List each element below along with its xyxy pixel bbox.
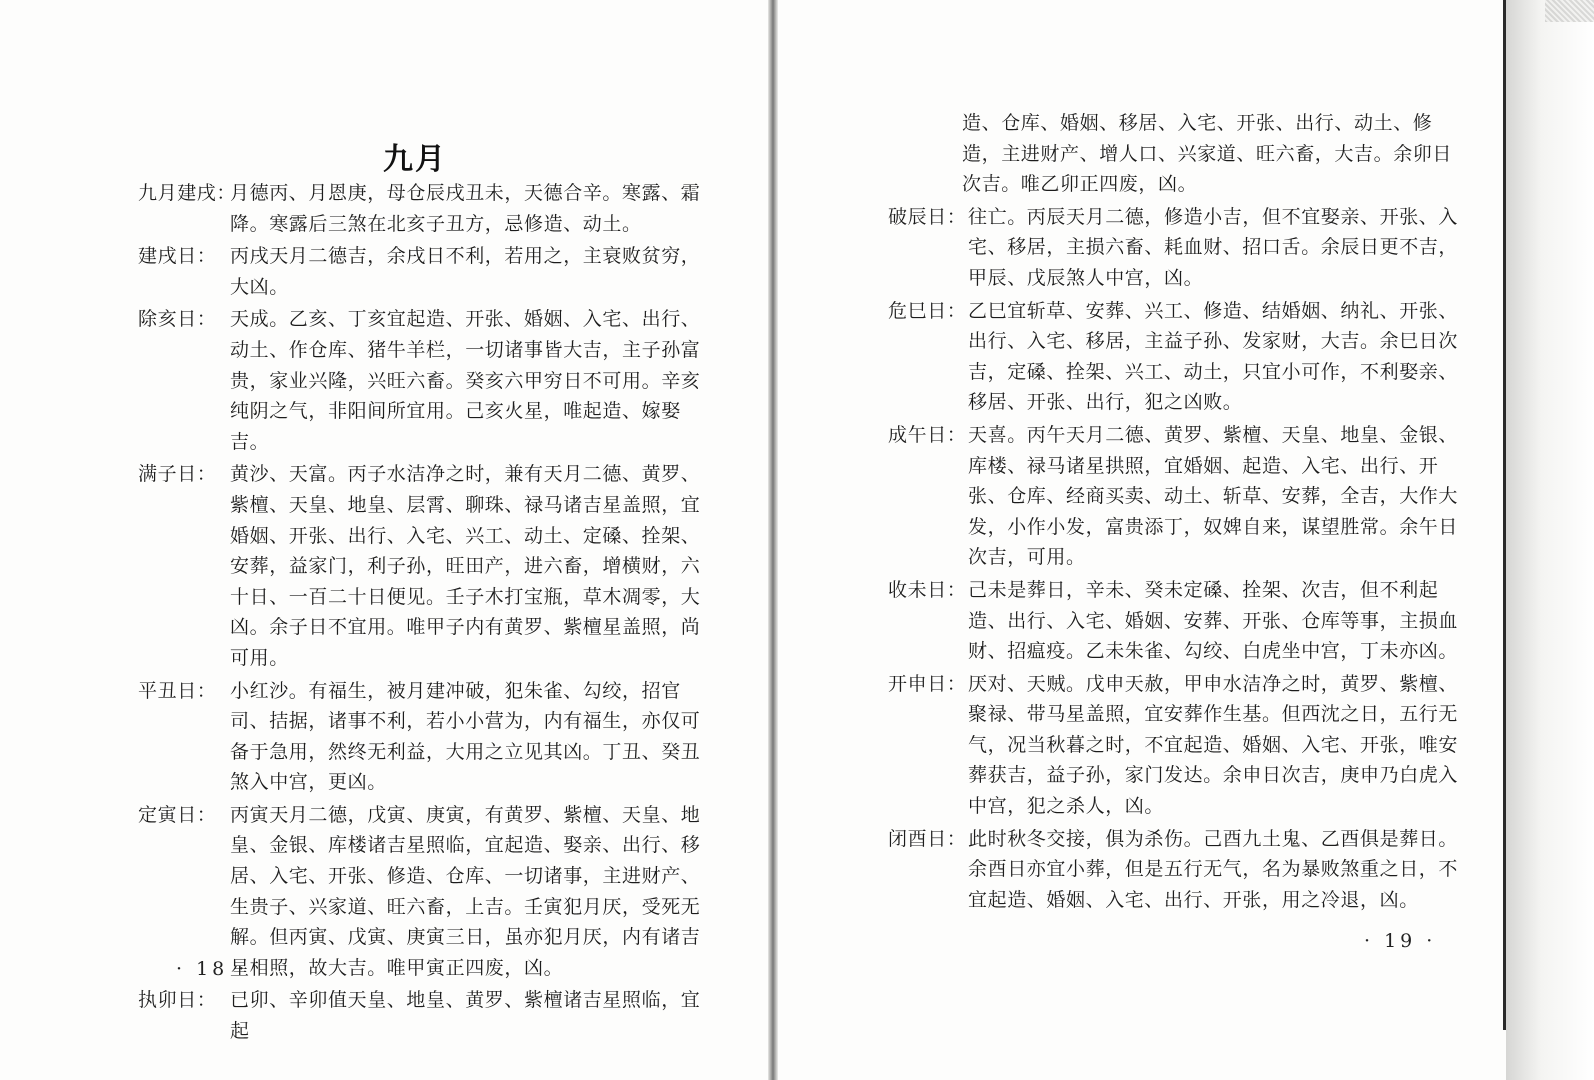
entry xyxy=(138,676,708,798)
entry xyxy=(888,669,1458,822)
entry-label: 九月建戌： xyxy=(138,182,237,204)
entry-label: 闭酉日： xyxy=(888,827,967,850)
entry-text: 天成。乙亥、丁亥宜起造、开张、婚姻、入宅、出行、动土、作仓库、猪牛羊栏，一切诸事皆大吉，主子孙富贵，家业兴隆，兴旺六畜。癸亥六甲穷日不可用。辛亥纯阴之气，非阳间所宜用。己亥火星，唯起造、嫁娶吉。 xyxy=(230,308,701,453)
entry-text: 往亡。丙辰天月二德，修造小吉，但不宜娶亲、开张、入宅、移居，主损六畜、耗血财、招口舌。余辰日更不吉，甲辰、戊辰煞人中宫，凶。 xyxy=(968,205,1459,289)
entry-label: 危巳日： xyxy=(888,299,967,322)
entry-text: 已卯、辛卯值天皇、地皇、黄罗、紫檀诸吉星照临，宜起 xyxy=(230,989,701,1043)
entry-text: 此时秋冬交接，俱为杀伤。己酉九土鬼、乙酉俱是葬日。余酉日亦宜小葬，但是五行无气，名为暴败煞重之日，不宜起造、婚姻、入宅、出行、开张，用之冷退，凶。 xyxy=(968,827,1459,911)
entry-label: 执卯日： xyxy=(138,989,217,1012)
entry xyxy=(138,304,708,457)
entry-label: 开申日： xyxy=(888,672,967,695)
entry-text: 天喜。丙午天月二德、黄罗、紫檀、天皇、地皇、金银、库楼、禄马诸星拱照，宜婚姻、起造、入宅、出行、开张、仓库、经商买卖、动土、斩草、安葬，全吉，大作大发，小作小发，富贵添丁，奴婢自来，谋望胜常。余午日次吉，可用。 xyxy=(968,423,1459,569)
scan-noise xyxy=(1545,0,1594,22)
entry xyxy=(138,800,708,984)
entry-label: 收未日： xyxy=(888,578,967,601)
entry-label: 除亥日： xyxy=(138,308,217,331)
entry-label: 满子日： xyxy=(138,463,217,486)
entry-text: 丙寅天月二德，戊寅、庚寅，有黄罗、紫檀、天皇、地皇、金银、库楼诸吉星照临，宜起造、娶亲、出行、移居、入宅、开张、修造、仓库、一切诸事，主进财产、生贵子、兴家道、旺六畜，上吉。壬寅犯月厌，受死无解。但丙寅、戊寅、庚寅三日，虽亦犯月厌，内有诸吉星相照，故大吉。唯甲寅正四废，凶。 xyxy=(230,803,701,979)
entry xyxy=(138,985,708,1046)
continued-text: 造、仓库、婚姻、移居、入宅、开张、出行、动土、修造，主进财产、增人口、兴家道、旺六畜，大吉。余卯日次吉。唯乙卯正四废，凶。 xyxy=(962,112,1453,196)
entry-label: 平丑日： xyxy=(138,679,217,702)
entry-text: 厌对、天贼。戊申天赦，甲申水洁净之时，黄罗、紫檀、聚禄、带马星盖照，宜安葬作生基。但西沈之日，五行无气，况当秋暮之时，不宜起造、婚姻、入宅、开张，唯安葬获吉，益子孙，家门发达。余申日次吉，庚申乃白虎入中宫，犯之杀人，凶。 xyxy=(968,672,1459,818)
entry-text: 乙巳宜斩草、安葬、兴工、修造、结婚姻、纳礼、开张、出行、入宅、移居，主益子孙、发家财，大吉。余巳日次吉，定磉、拴架、兴工、动土，只宜小可作，不利娶亲、移居、开张、出行，犯之凶败。 xyxy=(968,299,1459,414)
entry xyxy=(888,824,1458,916)
entry-text: 丙戌天月二德吉，余戌日不利，若用之，主衰败贫穷，大凶。 xyxy=(230,245,701,298)
scan-margin xyxy=(1506,0,1594,1080)
entry xyxy=(138,178,708,239)
entry-label: 定寅日： xyxy=(138,803,217,826)
entry-label: 建戌日： xyxy=(138,245,217,268)
entry-text: 黄沙、天富。丙子水洁净之时，兼有天月二德、黄罗、紫檀、天皇、地皇、层霄、聊珠、禄马诸吉星盖照，宜婚姻、开张、出行、入宅、兴工、动土、定磉、拴架、安葬，益家门，利子孙，旺田产，进六畜，增横财，六十日、一百二十日便见。壬子木打宝瓶，草木凋零，大凶。余子日不宜用。唯甲子内有黄罗、紫檀星盖照，尚可用。 xyxy=(230,463,701,669)
entry xyxy=(888,575,1458,667)
entry xyxy=(888,420,1458,573)
entry xyxy=(888,296,1458,418)
entry xyxy=(888,202,1458,294)
entry-text: 月德丙、月恩庚，母仓辰戌丑未，天德合辛。寒露、霜降。寒露后三煞在北亥子丑方，忌修造、动土。 xyxy=(230,182,701,235)
right-column xyxy=(888,108,1458,915)
entry xyxy=(138,459,708,673)
entry-label: 成午日： xyxy=(888,423,967,446)
entry xyxy=(138,241,708,302)
left-column xyxy=(138,176,708,1047)
page-title: 九月 xyxy=(383,142,447,177)
entry-text: 己未是葬日，辛未、癸未定磉、拴架、次吉，但不利起造、出行、入宅、婚姻、安葬、开张、仓库等事，主损血财、招瘟疫。乙未朱雀、勾绞、白虎坐中宫，丁未亦凶。 xyxy=(968,578,1459,663)
page-number: · 19 · xyxy=(1364,930,1437,952)
entry-label: 破辰日： xyxy=(888,205,967,228)
entry-text: 小红沙。有福生，被月建冲破，犯朱雀、勾绞，招官司、拮据，诸事不利，若小小营为，内有福生，亦仅可备于急用，然终无利益，大用之立见其凶。丁丑、癸丑煞入中宫，更凶。 xyxy=(230,679,701,794)
page-number: · 18 · xyxy=(176,958,249,980)
